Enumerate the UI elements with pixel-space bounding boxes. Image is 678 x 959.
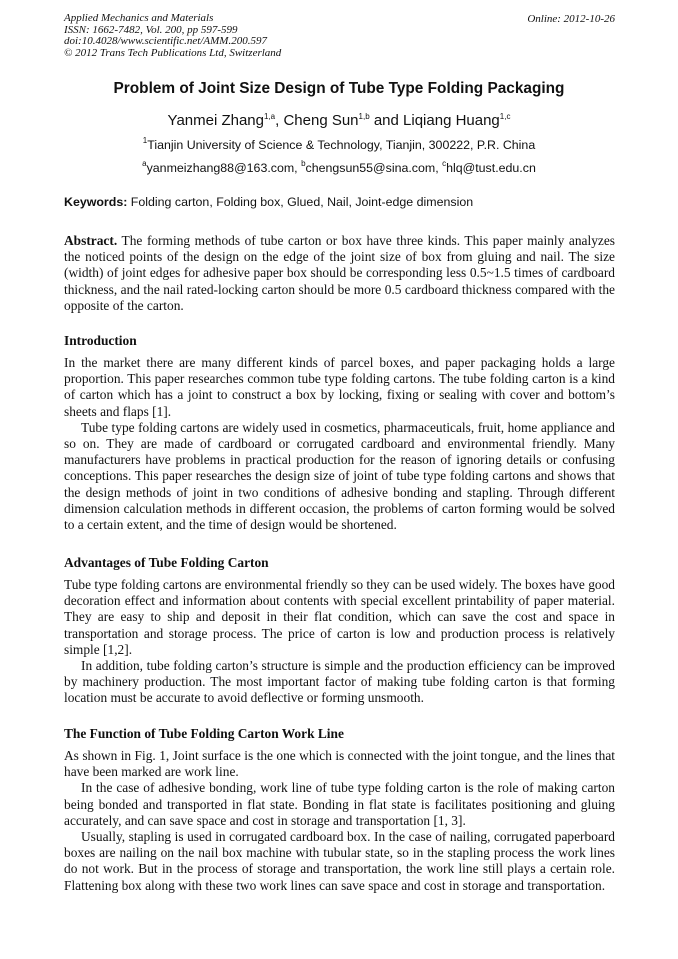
affiliation (0, 138, 678, 152)
emails (0, 161, 678, 175)
aff-sup: 1 (142, 136, 148, 145)
email-sup: a (142, 159, 147, 168)
email-sup: b (301, 159, 306, 168)
section-introduction (64, 355, 615, 533)
paragraph: Usually, stapling is used in corrugated cardboard box. In the case of nailing, corrugated paperboard boxes are nailing on the nail box machine with tubular state, so in the stapling process the work lines do not work. But in the process of storage and transportation, the work line still plays a certain role. Flattening box along with these two work lines can save space and cost in storage and transportation. (64, 829, 615, 893)
author: Yanmei Zhang (167, 112, 264, 129)
email: hlq@tust.edu.cn (446, 161, 536, 175)
authors (0, 112, 678, 129)
section-heading: Introduction (64, 333, 137, 348)
paragraph: In the case of adhesive bonding, work line of tube type folding carton is the role of making carton being bonded and transported in flat state. Bonding in flat state is facilitates positioning and gluing accurately, and can save space and cost in storage and transportation [1, 3]. (64, 780, 615, 828)
section-advantages (64, 577, 615, 707)
paragraph: Tube type folding cartons are widely used in cosmetics, pharmaceuticals, fruit, home appliance and so on. They are made of cardboard or corrugated cardboard and environmental friendly. Many manufacturers have problems in practical production for the reason of ignoring details or confusing conceptions. This paper researches the design size of joint of tube type folding cartons and shows that the design methods of joint in two conditions of adhesive bonding and stapling. Through different dimension calculation methods in different occasion, the problems of carton forming would be solved to a certain extent, and the time of design would be shortened. (64, 419, 615, 533)
issn: ISSN: 1662-7482, Vol. 200, pp 597-599 (64, 23, 238, 36)
author-sup: 1,b (358, 112, 370, 121)
author: Cheng Sun (283, 112, 359, 129)
email: yanmeizhang88@163.com, (146, 161, 302, 175)
author-sup: 1,a (264, 112, 276, 121)
paper-title: Problem of Joint Size Design of Tube Type Folding Packaging (113, 80, 565, 97)
doi: doi:10.4028/www.scientific.net/AMM.200.597 (64, 35, 267, 48)
copyright: © 2012 Trans Tech Publications Ltd, Switzerland (64, 46, 282, 59)
email: chengsun55@sina.com, (305, 161, 443, 175)
author: Liqiang Huang (403, 112, 500, 129)
keywords-label: Keywords: (64, 195, 128, 209)
keywords-text: Folding carton, Folding box, Glued, Nail, Joint-edge dimension (127, 195, 474, 209)
paragraph: As shown in Fig. 1, Joint surface is the one which is connected with the joint tongue, and the lines that have been marked are work line. (64, 748, 615, 780)
keywords (64, 195, 473, 209)
paragraph: Tube type folding cartons are environmental friendly so they can be used widely. The boxes have good decoration effect and information about contents with special excellent printability of paper material. They are easy to ship and deposit in their flat condition, which can save the cost and space in transportation and storage process. The price of carton is low and production process is relatively simple [1,2]. (64, 577, 615, 657)
abstract-text: The forming methods of tube carton or box have three kinds. This paper mainly analyzes the noticed points of the design on the edge of the joint size of box from gluing and nail. The size (width) of joint edges for adhesive paper box should be corresponding less 0.5~1.5 times of cardboard thickness, and the nail rated-locking carton should be more 0.5 cardboard thickness compared with the opposite of the carton. (64, 233, 615, 313)
separator: , (275, 112, 284, 129)
paragraph: In the market there are many different kinds of parcel boxes, and paper packaging holds a large proportion. This paper researches common tube type folding cartons. The tube folding carton is a kind of carton which has a joint to construct a box by locking, fixing or sealing with cover and bottom’s sheets and flaps [1]. (64, 355, 615, 419)
abstract-label: Abstract. (64, 233, 118, 248)
online-date: Online: 2012-10-26 (527, 13, 615, 25)
aff-text: Tianjin University of Science & Technology, Tianjin, 300222, P.R. China (147, 138, 536, 152)
section-work-line (64, 748, 615, 894)
email-sup: c (442, 159, 447, 168)
section-heading: Advantages of Tube Folding Carton (64, 555, 269, 570)
section-heading: The Function of Tube Folding Carton Work Line (64, 726, 344, 741)
abstract (64, 233, 615, 314)
author-sup: 1,c (499, 112, 511, 121)
paragraph: In addition, tube folding carton’s structure is simple and the production efficiency can be improved by machinery production. The most important factor of making tube folding carton is that forming location must be accurate to avoid deflective or forming unsmooth. (64, 658, 615, 706)
journal-name: Applied Mechanics and Materials (64, 12, 214, 24)
journal-header (64, 13, 281, 59)
separator: and (369, 112, 404, 129)
